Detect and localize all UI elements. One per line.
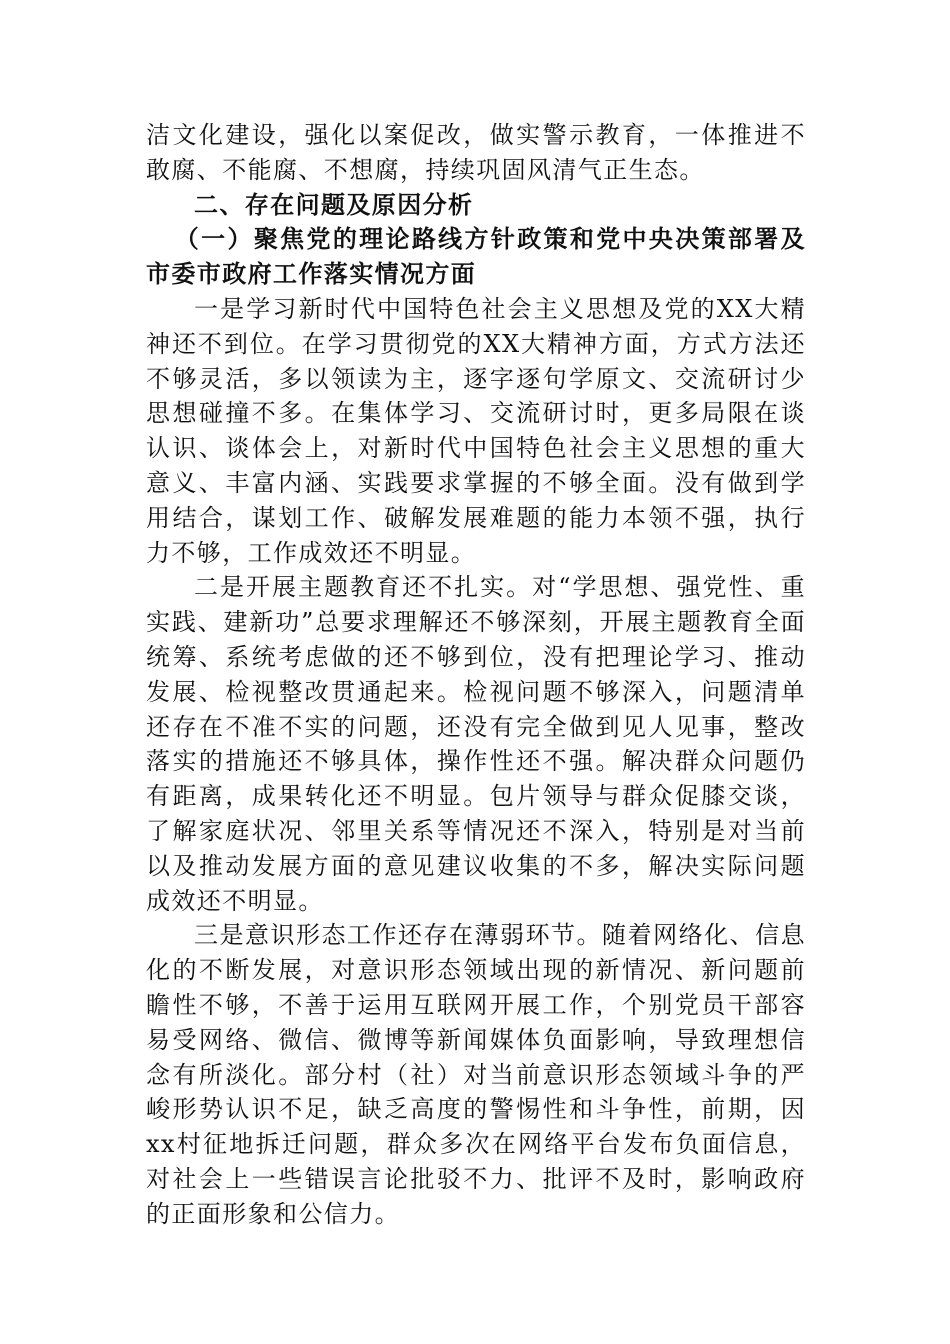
continuation-paragraph: 洁文化建设，强化以案促改，做实警示教育，一体推进不敢腐、不能腐、不想腐，持续巩固风清气正生态。 — [146, 121, 806, 184]
document-body — [146, 118, 806, 1232]
body-paragraph: 二是开展主题教育还不扎实。对“学思想、强党性、重实践、建新功”总要求理解还不够深刻，开展主题教育全面统筹、系统考虑做的还不够到位，没有把理论学习、推动发展、检视整改贯通起来。检视问题不够深入，问题清单还存在不准不实的问题，还没有完全做到见人见事，整改落实的措施还不够具体，操作性还不强。解决群众问题仍有距离，成果转化还不明显。包片领导与群众促膝交谈，了解家庭状况、邻里关系等情况还不深入，特别是对当前以及推动发展方面的意见建议收集的不多，解决实际问题成效还不明显。 — [146, 573, 806, 915]
section-heading: 二、存在问题及原因分析 — [194, 190, 474, 219]
body-paragraph: 一是学习新时代中国特色社会主义思想及党的XX大精神还不到位。在学习贯彻党的XX大精神方面，方式方法还不够灵活，多以领读为主，逐字逐句学原文、交流研讨少思想碰撞不多。在集体学习、交流研讨时，更多局限在谈认识、谈体会上，对新时代中国特色社会主义思想的重大意义、丰富内涵、实践要求掌握的不够全面。没有做到学用结合，谋划工作、破解发展难题的能力本领不强，执行力不够，工作成效还不明显。 — [146, 294, 806, 567]
body-paragraph: 三是意识形态工作还存在薄弱环节。随着网络化、信息化的不断发展，对意识形态领域出现的新情况、新问题前瞻性不够，不善于运用互联网开展工作，个别党员干部容易受网络、微信、微博等新闻媒体负面影响，导致理想信念有所淡化。部分村（社）对当前意识形态领域斗争的严峻形势认识不足，缺乏高度的警惕性和斗争性，前期，因xx村征地拆迁问题，群众多次在网络平台发布负面信息，对社会上一些错误言论批驳不力、批评不及时，影响政府的正面形象和公信力。 — [146, 921, 806, 1228]
subsection-heading: （一）聚焦党的理论路线方针政策和党中央决策部署及市委市政府工作落实情况方面 — [146, 224, 806, 289]
